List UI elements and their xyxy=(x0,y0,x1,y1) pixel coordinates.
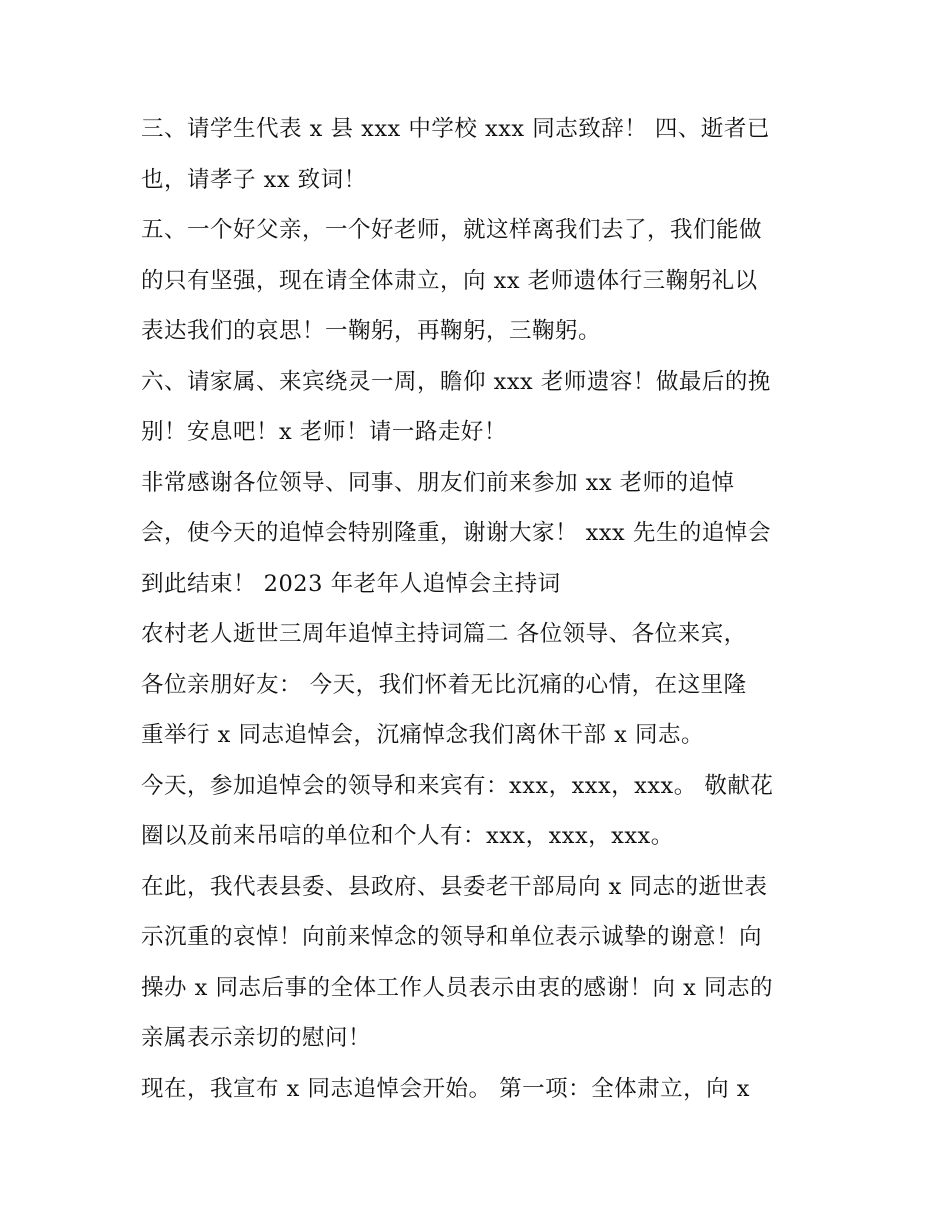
text-line: 六、请家属、来宾绕灵一周，瞻仰 xxx 老师遗容！做最后的挽 xyxy=(141,368,771,395)
text-line: 今天，参加追悼会的领导和来宾有：xxx，xxx，xxx。 敬献花 xyxy=(141,772,774,799)
text-line: 圈以及前来吊唁的单位和个人有：xxx，xxx，xxx。 xyxy=(141,823,674,849)
text-line: 三、请学生代表 x 县 xxx 中学校 xxx 同志致辞！ 四、逝者已 xyxy=(141,116,770,142)
text-line: 会，使今天的追悼会特别隆重，谢谢大家！ xxx 先生的追悼会 xyxy=(141,520,771,546)
text-line: 五、一个好父亲，一个好老师，就这样离我们去了，我们能做 xyxy=(141,217,763,243)
text-line: 的只有坚强，现在请全体肃立，向 xx 老师遗体行三鞠躬礼以 xyxy=(141,267,758,294)
text-line: 示沉重的哀悼！向前来悼念的领导和单位表示诚挚的谢意！向 xyxy=(141,924,763,950)
text-line: 农村老人逝世三周年追悼主持词篇二 各位领导、各位来宾， xyxy=(141,621,747,647)
text-line: 在此，我代表县委、县政府、县委老干部局向 x 同志的逝世表 xyxy=(141,873,768,900)
document-body xyxy=(141,104,831,1114)
text-line: 表达我们的哀思！一鞠躬，再鞠躬，三鞠躬。 xyxy=(141,318,602,344)
text-line: 到此结束！ 2023 年老年人追悼会主持词 xyxy=(141,570,561,597)
text-line: 亲属表示亲切的慰问！ xyxy=(141,1025,372,1051)
text-line: 操办 x 同志后事的全体工作人员表示由衷的感谢！向 x 同志的 xyxy=(141,974,773,1001)
text-line: 也，请孝子 xx 致词！ xyxy=(141,166,367,193)
text-line: 别！安息吧！x 老师！请一路走好！ xyxy=(141,419,507,445)
text-line: 现在，我宣布 x 同志追悼会开始。 第一项：全体肃立，向 x xyxy=(141,1075,750,1102)
text-line: 重举行 x 同志追悼会，沉痛悼念我们离休干部 x 同志。 xyxy=(141,722,704,748)
text-line: 非常感谢各位领导、同事、朋友们前来参加 xx 老师的追悼 xyxy=(141,469,735,496)
text-line: 各位亲朋好友： 今天，我们怀着无比沉痛的心情，在这里隆 xyxy=(141,671,747,698)
